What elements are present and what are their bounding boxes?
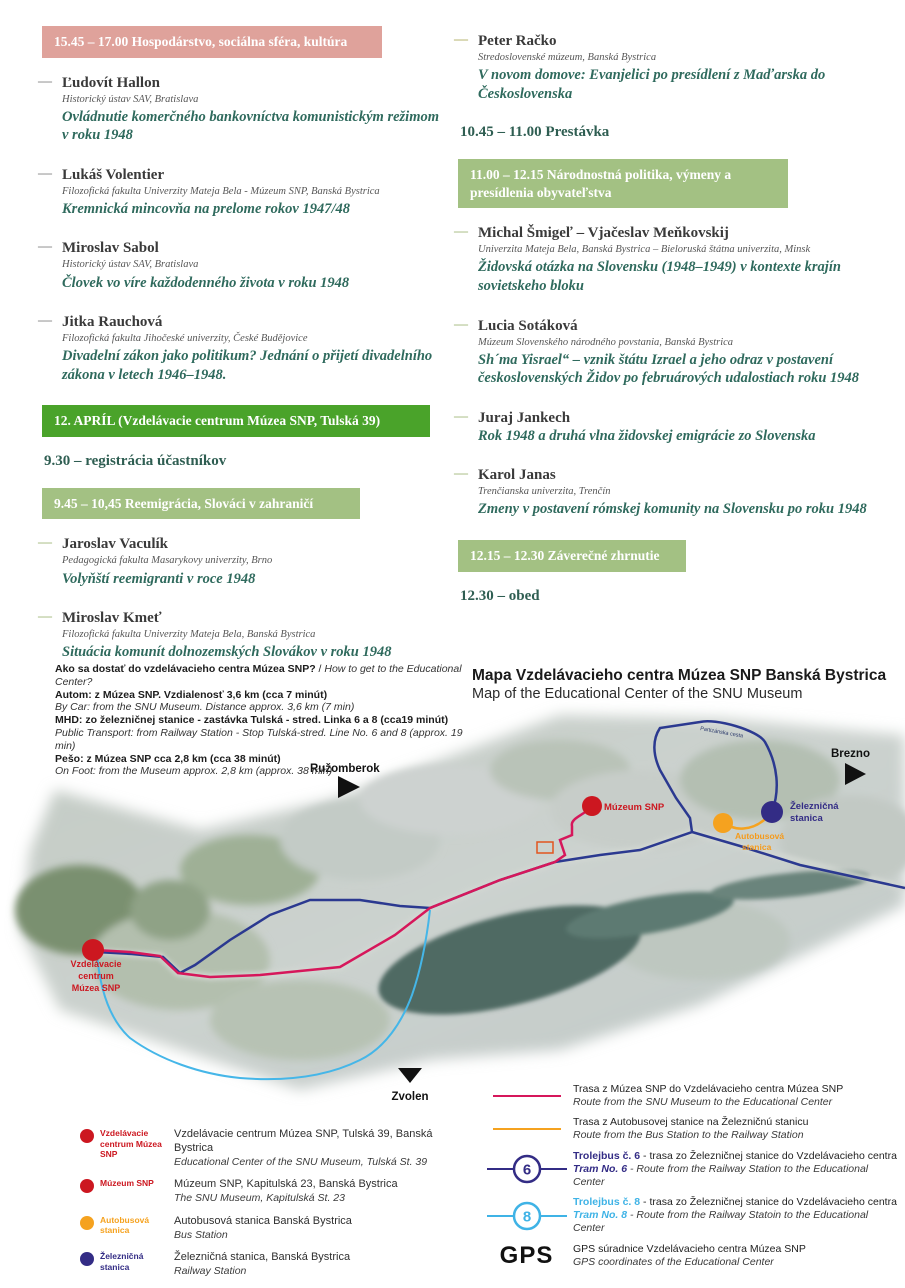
speaker-entry [38,535,444,588]
orange-line-icon [480,1128,573,1130]
registration-line: 9.30 – registrácia účastníkov [44,452,227,469]
dash-bullet: — [454,466,468,482]
navy-dot-icon [80,1252,94,1266]
session-banner-reemigration: 9.45 – 10,45 Reemigrácia, Slováci v zahraničí [42,488,360,520]
map-title [472,666,886,704]
legend-route-tram-8 [480,1196,900,1235]
session-banner-closing: 12.15 – 12.30 Záverečné zhrnutie [458,540,686,572]
legend-marker-label: Autobusová stanica [100,1214,150,1236]
route-prefix-sk: Trolejbus č. 8 [573,1195,641,1208]
day-banner-april-12: 12. APRÍL (Vzdelávacie centrum Múzea SNP, Tulská 39) [42,405,430,437]
lunch-line: 12.30 – obed [460,587,540,604]
break-line: 10.45 – 11.00 Prestávka [460,124,610,141]
dash-bullet: — [454,316,468,332]
speaker-entry [38,239,444,292]
tram-6-badge-icon [480,1151,573,1187]
route-rest-sk: - trasa zo Železničnej stanice do Vzdelávacieho centra [640,1195,897,1208]
dash-bullet: — [454,32,468,47]
speaker-entry [454,466,892,519]
arrow-down-icon [398,1068,422,1083]
paper-title: Ovládnutie komerčného bankovníctva komunistickým režimom v roku 1948 [62,108,439,144]
zvolen-label: Zvolen [391,1091,429,1103]
route-prefix-sk: Trolejbus č. 6 [573,1149,641,1162]
bus-label-line2: stanica [742,842,772,852]
red-dot-icon [80,1129,94,1143]
directions-foot-en: On Foot: from the Museum approx. 2,8 km (approx. 38 min) [55,765,333,778]
museum-snp-marker [582,796,602,816]
directions-heading-en: How to get to the Educational Center? [55,663,462,688]
paper-title: Rok 1948 a druhá vlna židovskej emigrácie zo Slovenska [478,427,816,444]
speaker-entry [38,73,444,145]
legend-text-en: The SNU Museum, Kapitulská St. 23 [174,1192,345,1204]
route-text-sk: Trasa z Autobusovej stanice na Železničnú stanicu [573,1116,809,1129]
route-rest-en: - Route from the Railway Statoin to the Educational Center [573,1209,869,1235]
legend-marker-label: Vzdelávacie centrum Múzea SNP [100,1128,162,1160]
route-prefix-en: Tram No. 6 [573,1162,628,1175]
gps-text-sk: GPS súradnice Vzdelávacieho centra Múzea SNP [573,1243,806,1256]
legend-route-orange [480,1116,900,1142]
railway-station-marker [761,801,783,823]
dash-bullet: — [454,408,468,424]
map-title-sk: Mapa Vzdelávacieho centra Múzea SNP Banská Bystrica [472,667,887,684]
legend-item-museum-snp [80,1178,470,1206]
legend-marker-label: Železničná stanica [100,1251,144,1272]
legend-item-railway-station [80,1251,470,1279]
paper-title: Situácia komunít dolnozemských Slovákov v roku 1948 [62,644,392,661]
speaker-entry [454,316,892,388]
dash-bullet: — [38,165,52,181]
bus-station-marker [713,813,733,833]
speaker-affiliation: Univerzita Mateja Bela, Banská Bystrica – Bieloruská štátna univerzita, Minsk [478,244,811,256]
directions-foot-sk: Pešo: z Múzea SNP cca 2,8 km (cca 38 minút) [55,752,281,765]
program-right-column [454,26,892,623]
route-rest-en: - Route from the Railway Station to the Educational Center [573,1162,869,1188]
orange-dot-icon [80,1216,94,1230]
street-label: Partizánska cesta [699,726,744,740]
legend-text-sk: Múzeum SNP, Kapitulská 23, Banská Bystrica [174,1178,398,1191]
session-banner-economy: 15.45 – 17.00 Hospodárstvo, sociálna sféra, kultúra [42,26,382,58]
speaker-name: Lucia Sotáková [478,317,578,334]
ruzomberok-label: Ružomberok [310,763,380,775]
speaker-name: Juraj Jankech [478,409,571,426]
directions-car-sk: Autom: z Múzea SNP. Vzdialenosť 3,6 km (cca 7 minút) [55,688,328,701]
program-left-column [38,26,444,683]
directions-car-en: By Car: from the SNU Museum. Distance approx. 3,6 km (7 min) [55,701,355,714]
speaker-affiliation: Pedagogická fakulta Masarykovy univerzity, Brno [62,555,273,567]
legend-item-educational-center [80,1128,470,1169]
dash-bullet: — [38,239,52,255]
legend-places [80,1128,470,1288]
railway-label-line2: stanica [790,813,823,824]
speaker-affiliation: Historický ústav SAV, Bratislava [62,259,199,271]
svg-text:8: 8 [522,1208,531,1226]
dash-bullet: — [38,609,52,625]
speaker-name: Miroslav Sabol [62,240,159,257]
legend-text-en: Railway Station [174,1265,247,1277]
paper-title: Židovská otázka na Slovensku (1948–1949) v kontexte krajín sovietskeho bloku [478,259,841,294]
speaker-affiliation: Historický ústav SAV, Bratislava [62,93,199,105]
legend-route-tram-6 [480,1150,900,1189]
speaker-affiliation: Múzeum Slovenského národného povstania, Banská Bystrica [478,336,734,348]
legend-marker-label: Múzeum SNP [100,1178,154,1189]
speaker-affiliation: Trenčianska univerzita, Trenčín [478,486,611,498]
dash-bullet: — [454,224,468,240]
speaker-entry [38,165,444,219]
directions-heading-sk: Ako sa dostať do vzdelávacieho centra Múzea SNP? [55,663,316,675]
speaker-entry [38,313,444,384]
speaker-name: Jitka Rauchová [62,314,163,331]
speaker-name: Karol Janas [478,467,556,484]
speaker-affiliation: Filozofická fakulta Univerzity Mateja Bela - Múzeum SNP, Banská Bystrica [62,185,380,197]
bus-label-line1: Autobusová [735,831,785,841]
edu-center-label-line1: Vzdelávacie [70,959,122,969]
svg-text:6: 6 [522,1161,531,1179]
speaker-entry [454,32,892,103]
speaker-entry [38,609,444,662]
paper-title: Kremnická mincovňa na prelome rokov 1947/48 [62,200,350,217]
dash-bullet: — [38,535,52,551]
dash-bullet: — [38,73,52,89]
speaker-name: Michal Šmigeľ – Vjačeslav Meňkovskij [478,225,729,242]
speaker-name: Jaroslav Vaculík [62,536,169,553]
legend-text-sk: Autobusová stanica Banská Bystrica [174,1214,352,1227]
route-text-sk: Trasa z Múzea SNP do Vzdelávacieho centra Múzea SNP [573,1083,844,1095]
paper-title: Zmeny v postavení rómskej komunity na Slovensku po roku 1948 [478,501,867,518]
legend-text-en: Bus Station [174,1228,228,1241]
directions-transit-sk: MHD: zo železničnej stanice - zastávka Tulská - stred. Linka 6 a 8 (cca19 minút) [55,714,449,727]
speaker-entry [454,408,892,446]
red-dot-icon [80,1179,94,1193]
gps-label: GPS [499,1242,554,1270]
edu-center-label-line3: Múzea SNP [71,983,121,993]
legend-text-sk: Železničná stanica, Banská Bystrica [174,1251,351,1264]
paper-title: Volyňští reemigranti v roce 1948 [62,570,256,587]
red-line-icon [480,1095,573,1097]
edu-center-label-line2: centrum [78,971,114,981]
speaker-name: Ľudovít Hallon [62,74,160,91]
paper-title: Divadelní zákon jako politikum? Jednání o přijetí divadelního zákona v letech 1946–1948. [62,348,433,383]
speaker-name: Peter Račko [478,33,557,49]
map-title-en: Map of the Educational Center of the SNU Museum [472,686,803,703]
educational-center-marker [82,939,104,961]
legend-route-red [480,1083,900,1109]
route-rest-sk: - trasa zo Železničnej stanice do Vzdelávacieho centra [640,1149,897,1162]
paper-title: V novom domove: Evanjelici po presídlení z Maďarska do Československa [478,67,826,102]
speaker-name: Lukáš Volentier [62,166,165,183]
gps-text-en: GPS coordinates of the Educational Center [573,1256,774,1269]
directions-transit-en: Public Transport: from Railway Station - Stop Tulská-stred. Line No. 6 and 8 (approx. 19 min) [55,726,463,752]
railway-label-line1: Železničná [790,801,839,812]
route-prefix-en: Tram No. 8 [573,1209,628,1221]
legend-item-bus-station [80,1215,470,1243]
legend-routes [480,1083,900,1277]
speaker-affiliation: Filozofická fakulta Univerzity Mateja Bela, Banská Bystrica [62,629,316,641]
speaker-affiliation: Filozofická fakulta Jihočeské univerzity, České Budějovice [62,333,308,345]
route-text-en: Route from the SNU Museum to the Educational Center [573,1096,833,1109]
speaker-name: Miroslav Kmeť [62,610,162,627]
museum-snp-label: Múzeum SNP [604,802,665,813]
dash-bullet: — [38,313,52,329]
speaker-affiliation: Stredoslovenské múzeum, Banská Bystrica [478,52,657,63]
legend-text-sk: Vzdelávacie centrum Múzea SNP, Tulská 39, Banská Bystrica [174,1128,433,1154]
route-text-en: Route from the Bus Station to the Railway Station [573,1129,804,1142]
speaker-entry [454,224,892,295]
paper-title: Človek vo víre každodenného života v roku 1948 [62,274,350,291]
directions-block: Ako sa dostať do vzdelávacieho centra Múzea SNP? / How to get to the Educational Center? Autom: z Múzea SNP. Vzdialenosť 3,6 km (cca 7 minút) By Car: from the SNU Museum. Distance approx. 3,6 km (7 min) MHD: zo železničnej stanice - zastávka Tulská - stred. Linka 6 a 8 (cca19 minút) Public Transport: from Railway Station - Stop Tulská-stred. Line No. 6 and 8 (approx. 19 min) Pešo: z Múzea SNP cca 2,8 km (cca 38 minút) On Foot: from the Museum approx. 2,8 km (approx. 38 min) [55,663,475,778]
brezno-label: Brezno [831,748,870,760]
tram-8-badge-icon [480,1198,573,1234]
legend-gps [480,1242,900,1270]
paper-title: Sh´ma Yisrael“ – vznik štátu Izrael a jeho odraz v postavení československých Židov po februárových udalostiach roku 1948 [478,351,860,387]
session-banner-national-policy: 11.00 – 12.15 Národnostná politika, výmeny a presídlenia obyvateľstva [458,159,788,208]
legend-text-en: Educational Center of the SNU Museum, Tulská St. 39 [174,1155,428,1168]
